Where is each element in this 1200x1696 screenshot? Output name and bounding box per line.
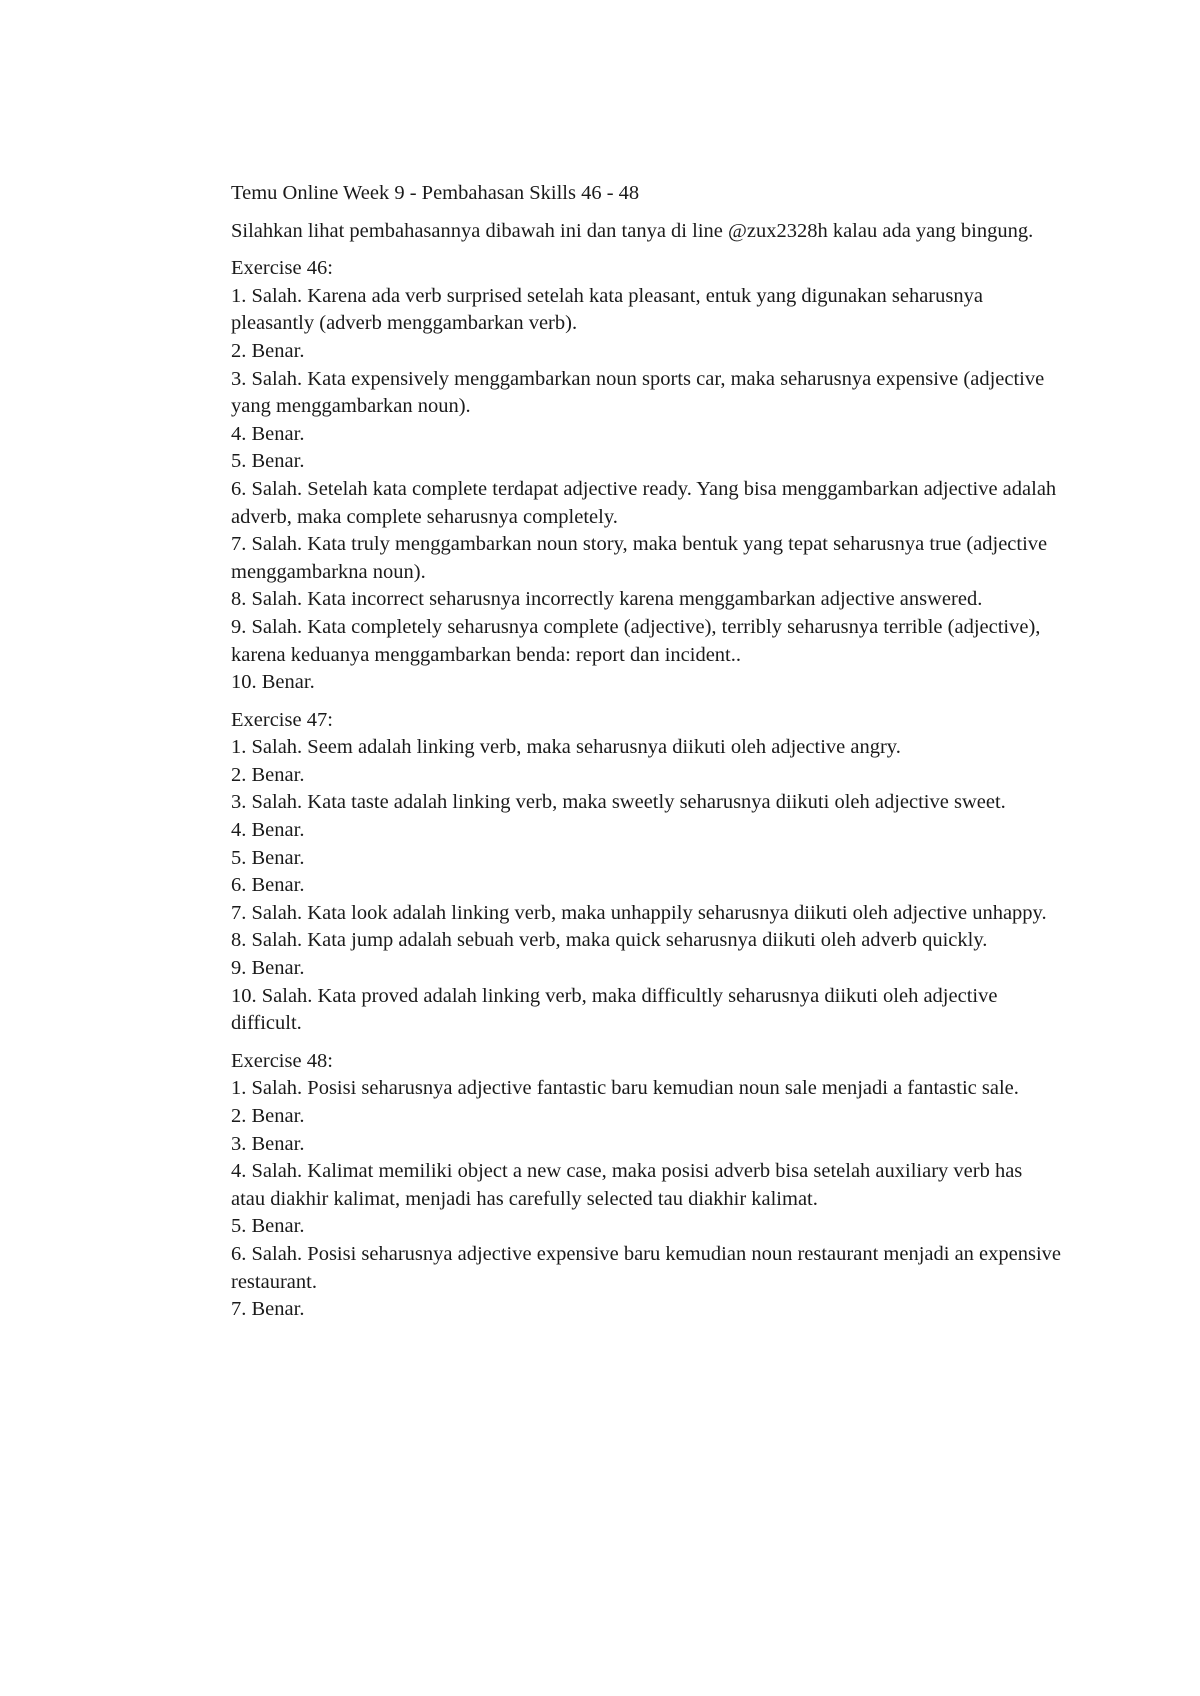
exercise-47-section [231,707,1061,1038]
exercise-heading: Exercise 47: [231,708,333,731]
answer-item: 5. Benar. [231,1215,305,1238]
answer-item: 6. Salah. Setelah kata complete terdapat adjective ready. Yang bisa menggambarkan adjective adalah adverb, maka complete seharusnya completely. [231,477,1057,528]
answer-item: 2. Benar. [231,763,305,786]
intro-paragraph: Silahkan lihat pembahasannya dibawah ini dan tanya di line @zux2328h kalau ada yang bingung. [231,219,1034,242]
answer-item: 3. Benar. [231,1132,305,1155]
answer-item: 1. Salah. Karena ada verb surprised setelah kata pleasant, entuk yang digunakan seharusnya pleasantly (adverb menggambarkan verb). [231,284,983,335]
answer-item: 2. Benar. [231,339,305,362]
exercise-heading: Exercise 46: [231,257,333,280]
answer-item: 1. Salah. Posisi seharusnya adjective fantastic baru kemudian noun sale menjadi a fantastic sale. [231,1077,1019,1100]
answer-item: 2. Benar. [231,1105,305,1127]
answer-item: 9. Benar. [231,957,305,980]
exercise-48-section [231,1048,1061,1324]
answer-item: 9. Salah. Kata completely seharusnya complete (adjective), terribly seharusnya terrible (adjective), karena keduanya menggambarkan benda: report dan incident.. [231,615,1041,666]
answer-item: 10. Salah. Kata proved adalah linking verb, maka difficultly seharusnya diikuti oleh adjective difficult. [231,984,998,1035]
answer-item: 7. Benar. [231,1298,305,1321]
answer-item: 1. Salah. Seem adalah linking verb, maka seharusnya diikuti oleh adjective angry. [231,736,901,759]
answer-item: 5. Benar. [231,846,305,869]
answer-item: 3. Salah. Kata taste adalah linking verb, maka sweetly seharusnya diikuti oleh adjective sweet. [231,791,1006,814]
answer-item: 7. Salah. Kata look adalah linking verb, maka unhappily seharusnya diikuti oleh adjective unhappy. [231,901,1047,924]
exercise-heading: Exercise 48: [231,1049,333,1072]
answer-item: 7. Salah. Kata truly menggambarkan noun story, maka bentuk yang tepat seharusnya true (adjective menggambarkna noun). [231,533,1048,583]
answer-item: 4. Salah. Kalimat memiliki object a new case, maka posisi adverb bisa setelah auxiliary verb has atau diakhir kalimat, menjadi has carefully selected tau diakhir kalimat. [231,1160,1023,1210]
answer-item: 3. Salah. Kata expensively menggambarkan noun sports car, maka seharusnya expensive (adjective yang menggambarkan noun). [231,367,1045,418]
answer-item: 4. Benar. [231,819,305,842]
document-page [231,180,1061,1334]
document-title: Temu Online Week 9 - Pembahasan Skills 46 - 48 [231,182,640,204]
exercise-46-section [231,255,1061,697]
answer-item: 10. Benar. [231,671,315,694]
answer-item: 8. Salah. Kata jump adalah sebuah verb, maka quick seharusnya diikuti oleh adverb quickly. [231,929,988,952]
answer-item: 4. Benar. [231,422,305,445]
answer-item: 6. Salah. Posisi seharusnya adjective expensive baru kemudian noun restaurant menjadi an expensive restaurant. [231,1242,1062,1293]
answer-item: 6. Benar. [231,874,305,897]
answer-item: 8. Salah. Kata incorrect seharusnya incorrectly karena menggambarkan adjective answered. [231,588,983,611]
answer-item: 5. Benar. [231,450,305,473]
